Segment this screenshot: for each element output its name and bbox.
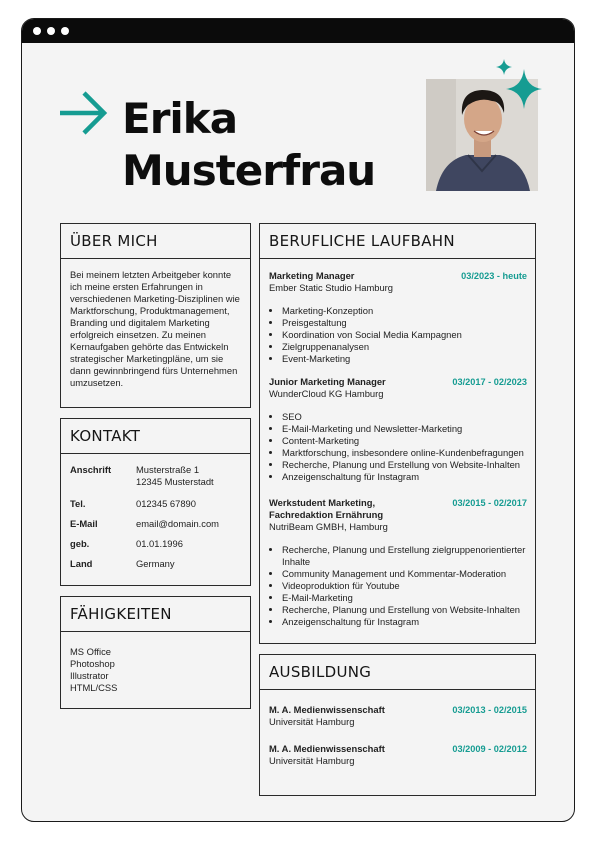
skill-item: MS Office [70, 646, 111, 657]
skills-list [70, 646, 117, 694]
education-section [259, 654, 536, 796]
list-item: • Zielgruppenanalysen [282, 341, 527, 353]
job-company: Ember Static Studio Hamburg [269, 282, 394, 293]
skill-item: Illustrator [70, 670, 109, 681]
contact-label: Tel. [70, 498, 86, 509]
address-line-2: 12345 Musterstadt [136, 476, 214, 487]
country-value: Germany [136, 558, 175, 569]
list-item: • Recherche, Planung und Erstellung von Website-Inhalten [282, 604, 527, 616]
phone-value[interactable]: 012345 67890 [136, 498, 196, 509]
about-section [60, 223, 251, 408]
degree: M. A. Medienwissenschaft [269, 743, 385, 754]
contact-row-phone [70, 498, 245, 512]
contact-label: E-Mail [70, 518, 98, 529]
career-section [259, 223, 536, 644]
contact-label: Anschrift [70, 464, 112, 475]
contact-section [60, 418, 251, 586]
contact-row-address [70, 464, 245, 490]
education-heading: AUSBILDUNG [260, 655, 535, 690]
school: Universität Hamburg [269, 716, 355, 727]
job-entry [269, 497, 527, 628]
job-title: Junior Marketing Manager [269, 376, 386, 387]
contact-heading: KONTAKT [61, 419, 250, 454]
list-item: • Anzeigenschaltung für Instagram [282, 616, 527, 628]
contact-row-birthdate [70, 538, 245, 552]
list-item: • E-Mail-Marketing [282, 592, 527, 604]
window-dot-icon[interactable] [33, 27, 41, 35]
job-title: Marketing Manager [269, 270, 355, 281]
education-date: 03/2009 - 02/2012 [452, 744, 527, 754]
job-date: 03/2015 - 02/2017 [452, 498, 527, 508]
degree: M. A. Medienwissenschaft [269, 704, 385, 715]
about-text: Bei meinem letzten Arbeitgeber konnte ich meine ersten Erfahrungen in verschiedenen Marketing-Disziplinen wie Marktforschung, Produktmanagement, Branding und digitalem Marketing erfolgreich einsetzen. Zu meinen Kernaufgaben gehörte das Entwickeln strategischer Marketingpläne, um sie dann gewinnbringend fürs Unternehmen umzusetzen. [70, 269, 240, 388]
sparkle-icon [492, 57, 544, 113]
list-item: • Preisgestaltung [282, 317, 527, 329]
career-heading: BERUFLICHE LAUFBAHN [260, 224, 535, 259]
school: Universität Hamburg [269, 755, 355, 766]
job-task-list [269, 411, 527, 483]
education-entry [269, 704, 527, 728]
first-name: Erika [122, 94, 238, 143]
about-heading: ÜBER MICH [61, 224, 250, 259]
job-company: NutriBeam GMBH, Hamburg [269, 521, 388, 532]
job-date: 03/2023 - heute [461, 271, 527, 281]
list-item: • Koordination von Social Media Kampagnen [282, 329, 527, 341]
list-item: • Recherche, Planung und Erstellung zielgruppenorientierter Inhalte [282, 544, 527, 568]
list-item: • Content-Marketing [282, 435, 527, 447]
skill-item: HTML/CSS [70, 682, 118, 693]
job-task-list [269, 544, 527, 628]
list-item: • Marketing-Konzeption [282, 305, 527, 317]
email-value[interactable]: email@domain.com [136, 518, 219, 529]
list-item: • SEO [282, 411, 527, 423]
list-item: • E-Mail-Marketing und Newsletter-Marketing [282, 423, 527, 435]
contact-label: Land [70, 558, 93, 569]
job-title-line-2: Fachredaktion Ernährung [269, 509, 384, 520]
skill-item: Photoshop [70, 658, 115, 669]
list-item: • Anzeigenschaltung für Instagram [282, 471, 527, 483]
skills-heading: FÄHIGKEITEN [61, 597, 250, 632]
list-item: • Community Management und Kommentar-Moderation [282, 568, 527, 580]
skills-section [60, 596, 251, 709]
education-entry [269, 743, 527, 767]
birthdate-value: 01.01.1996 [136, 538, 183, 549]
list-item: • Videoproduktion für Youtube [282, 580, 527, 592]
address-line-1: Musterstraße 1 [136, 464, 200, 475]
window-titlebar [22, 19, 574, 43]
contact-row-country [70, 558, 245, 572]
window-dot-icon[interactable] [47, 27, 55, 35]
contact-row-email [70, 518, 245, 532]
job-company: WunderCloud KG Hamburg [269, 388, 384, 399]
job-task-list [269, 305, 527, 365]
contact-label: geb. [70, 538, 90, 549]
list-item: • Event-Marketing [282, 353, 527, 365]
arrow-right-icon [60, 91, 110, 137]
last-name: Musterfrau [122, 146, 376, 195]
job-title: Werkstudent Marketing, [269, 497, 376, 508]
list-item: • Marktforschung, insbesondere online-Kundenbefragungen [282, 447, 527, 459]
education-date: 03/2013 - 02/2015 [452, 705, 527, 715]
job-entry [269, 376, 527, 483]
job-date: 03/2017 - 02/2023 [452, 377, 527, 387]
window-dot-icon[interactable] [61, 27, 69, 35]
job-entry [269, 270, 527, 365]
resume-window [21, 18, 575, 822]
list-item: • Recherche, Planung und Erstellung von Website-Inhalten [282, 459, 527, 471]
